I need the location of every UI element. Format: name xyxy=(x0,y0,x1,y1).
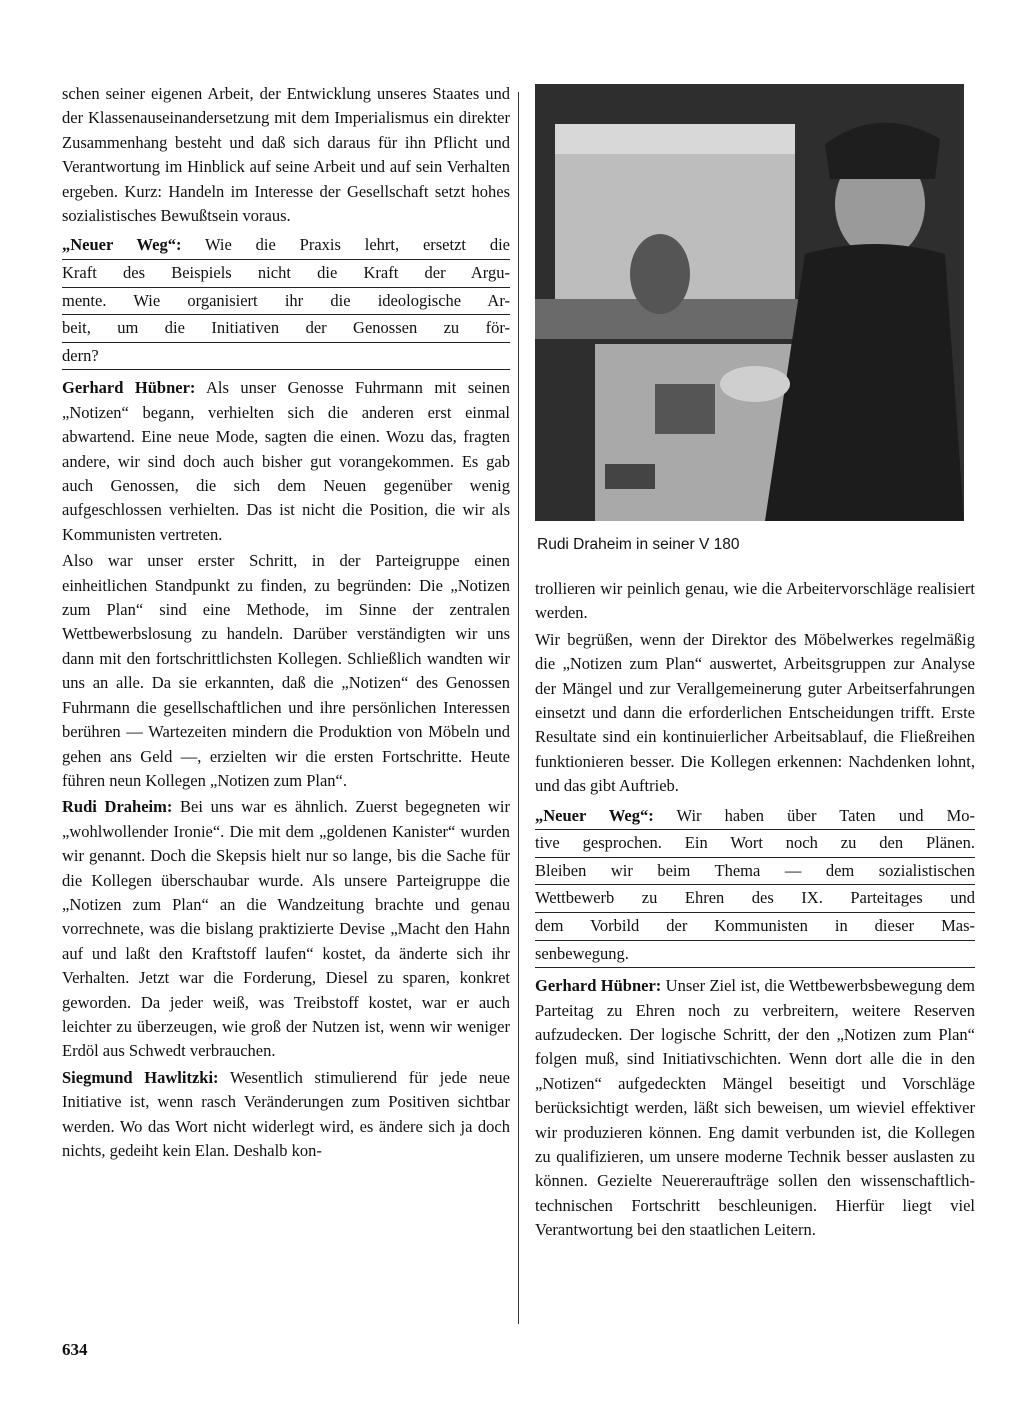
paragraph: schen seiner eigenen Arbeit, der Entwicklung unseres Staates und der Klassenauseinandersetzung mit dem Imperialismus ein direkter Zusammenhang besteht und daß sich daraus für ihn Pflicht und Verantwortung im Hinblick auf seine Arbeit und auf sein Verhalten ergeben. Kurz: Handeln im Interesse der Gesellschaft setzt hohes sozialistisches Bewußtsein voraus. xyxy=(62,84,510,226)
question-line: senbewegung. xyxy=(535,941,975,969)
interviewer-label: „Neuer Weg“: xyxy=(535,805,654,825)
interviewer-label: „Neuer Weg“: xyxy=(62,235,182,255)
photo-train-driver xyxy=(535,84,964,521)
question-line: Kraft des Beispiels nicht die Kraft der Argu- xyxy=(62,260,510,288)
paragraph: trollieren wir peinlich genau, wie die Arbeitervorschläge realisiert werden. xyxy=(535,579,975,623)
speaker-name: Gerhard Hübner: xyxy=(62,378,196,398)
question-line: „Neuer Weg“: Wie die Praxis lehrt, ersetzt die xyxy=(62,232,510,260)
interview-question xyxy=(62,232,510,370)
page-number: 634 xyxy=(62,1340,88,1359)
question-line: dem Vorbild der Kommunisten in dieser Mas- xyxy=(535,913,975,941)
column-divider xyxy=(518,92,519,1324)
paragraph: Also war unser erster Schritt, in der Parteigruppe einen einheitlichen Standpunkt zu finden, zu begründen: Die „Notizen zum Plan“ sind eine Methode, im Sinne der zentralen Wettbewerbslosung zu handeln. Darüber verständigten wir uns dann mit den fortschrittlichsten Kollegen. Schließlich wandten wir uns an alle. Da sie erkannten, daß die „Notizen“ des Genossen Fuhrmann die gesellschaftlichen und ihre persönlichen Interessen berühren — Wartezeiten mindern die Produktion von Möbeln und gehen ans Geld —, erzielten wir die ersten Fortschritte. Heute führen neun Kollegen „Notizen zum Plan“. xyxy=(62,551,510,790)
question-line: dern? xyxy=(62,343,510,371)
question-line: Bleiben wir beim Thema — dem sozialistischen xyxy=(535,858,975,886)
question-line: beit, um die Initiativen der Genossen zu för- xyxy=(62,315,510,343)
question-line: tive gesprochen. Ein Wort noch zu den Plänen. xyxy=(535,830,975,858)
speaker-name: Gerhard Hübner: xyxy=(535,976,662,996)
speaker-name: Siegmund Hawlitzki: xyxy=(62,1067,219,1087)
left-column xyxy=(62,82,510,1165)
photo-caption: Rudi Draheim in seiner V 180 xyxy=(537,536,740,553)
answer-paragraph: Siegmund Hawlitzki: Wesentlich stimulierend für jede neue Initiative ist, wenn rasch Veränderungen zum Positiven sichtbar werden. Wo das Wort nicht widerlegt wird, es ändere sich ja doch nichts, gedeiht kein Elan. Deshalb kon- xyxy=(62,1067,511,1160)
answer-paragraph: Rudi Draheim: Bei uns war es ähnlich. Zuerst begegneten wir „wohlwollender Ironie“. Die mit dem „goldenen Kanister“ wurden wir genannt. Doch die Skepsis hielt nur so lange, bis die Sache für die Kollegen überschaubar wurde. Als unsere Parteigruppe die „Notizen zum Plan“ an die Wandzeitung brachte und genau vorrechnete, was die bislang praktizierte Devise „Macht den Hahn auf und laßt den Kraftstoff laufen“ kostet, da änderte sich ihr Verhalten. Jetzt war die Forderung, Diesel zu sparen, konkret geworden. Da jeder weiß, was Treibstoff kostet, war er auch leichter zu überzeugen, wie groß der Nutzen ist, wenn wir weniger Erdöl aus Schwedt verbrauchen. xyxy=(62,797,510,1061)
speaker-name: Rudi Draheim: xyxy=(62,797,173,817)
answer-paragraph: Gerhard Hübner: Unser Ziel ist, die Wettbewerbsbewegung dem Parteitag zu Ehren noch zu verbreitern, weitere Reserven aufzudecken. Der logische Schritt, der den „Notizen zum Plan“ folgen muß, sind Initiativschichten. Wenn dort alle die in den „Notizen“ aufgedeckten Mängel beseitigt und Vorschläge berücksichtigt werden, läßt sich beweisen, um wieviel effektiver wir produzieren können. Eng damit verbunden ist, die Kollegen zu qualifizieren, um unsere moderne Technik besser auslasten zu können. Gezielte Neuereraufträge sollen den wissenschaftlich-technischen Fortschritt beschleunigen. Hierfür liegt viel Verantwortung bei den staatlichen Leitern. xyxy=(535,976,975,1240)
right-column xyxy=(535,577,975,1245)
paragraph: Wir begrüßen, wenn der Direktor des Möbelwerkes regelmäßig die „Notizen zum Plan“ auswertet, Arbeitsgruppen zur Analyse der Mängel und zur Verallgemeinerung guter Arbeitserfahrungen einsetzt und dann die erforderlichen Entscheidungen trifft. Erste Resultate sind ein kontinuierlicher Arbeitsablauf, die Fließreihen funktionieren besser. Die Kollegen erkennen: Nachdenken lohnt, und das gibt Auftrieb. xyxy=(535,629,975,796)
question-line: mente. Wie organisiert ihr die ideologische Ar- xyxy=(62,288,510,316)
interview-question xyxy=(535,803,975,969)
answer-paragraph: Gerhard Hübner: Als unser Genosse Fuhrmann mit seinen „Notizen“ begann, verhielten sich die anderen erst einmal abwartend. Eine neue Mode, sagten die einen. Wozu das, fragten andere, wir sind doch auch bisher gut vorangekommen. Es gab auch Genossen, die sich dem Neuen gegenüber wenig aufgeschlossen verhielten. Das ist nicht die Position, die wir als Kommunisten vertreten. xyxy=(62,378,510,544)
question-line: „Neuer Weg“: Wir haben über Taten und Mo- xyxy=(535,803,975,831)
question-line: Wettbewerb zu Ehren des IX. Parteitages und xyxy=(535,885,975,913)
